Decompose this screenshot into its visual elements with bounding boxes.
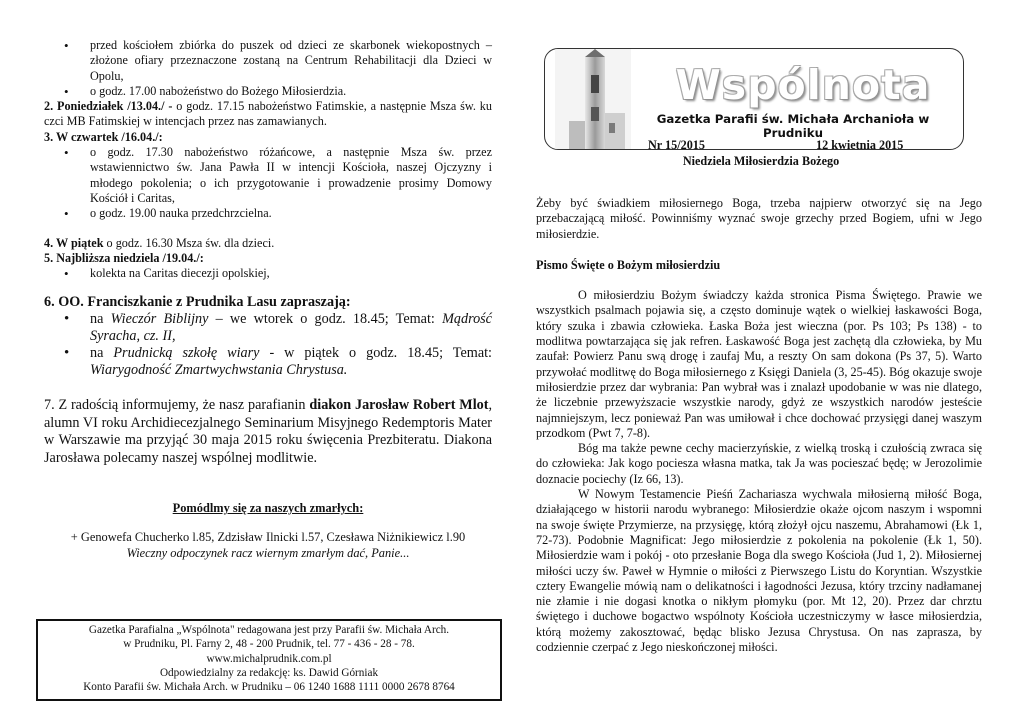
announcement-list-3	[44, 145, 492, 221]
parish-name: Gazetka Parafii św. Michała Archanioła w Prudniku	[656, 112, 930, 140]
announcement-label: 4. W piątek	[44, 235, 104, 250]
sunday-name: Niedziela Miłosierdzia Bożego	[682, 154, 840, 168]
text: - w piątek o godz. 18.45; Temat:	[259, 345, 492, 362]
announcement-label: 5. Najbliższa niedziela /19.04./:	[44, 250, 204, 265]
announcement-monday	[44, 99, 492, 130]
right-column	[536, 196, 982, 655]
text: na	[90, 345, 114, 362]
footer-line: w Prudniku, Pl. Farny 2, 48 - 200 Prudnik, tel. 77 - 436 - 28 - 78.	[123, 638, 415, 651]
list-item: • o godz. 19.00 nauka przedchrzcielna.	[44, 206, 492, 221]
footer-line: www.michalprudnik.com.pl	[206, 652, 332, 665]
footer-line: Gazetka Parafialna „Wspólnota" redagowana jest przy Parafii św. Michała Arch.	[88, 624, 450, 636]
announcement-list-1	[44, 38, 492, 99]
list-item: • o godz. 17.30 nabożeństwo różańcowe, a następnie Msza św. przez wstawiennictwo św. Jana Pawła II w intencji Kościoła, naszej Ojczyzny i młodego pokolenia; o ich przygotowanie i prowadzenie prosimy Domowy Kościół i Caritas,	[44, 145, 492, 206]
paragraph: W Nowym Testamencie Pieśń Zachariasza wychwala miłosierną miłość Boga, działającego w historii narodu wybranego: Miłosierdzie okaże ojcom naszym i wspomni na swoje święte Przymierze, na przysięgę, którą złożył ojcu naszemu, Abrahamowi (Łk 1, 72-73). Podobnie Magnificat: Jego miłosierdzie z pokolenia na pokolenie (Łk 1, 50). Miłosierdzie wam i pokój - oto przesłanie Boga dla swego Kościoła (Jud 1, 2). Miłosiernej miłości uczy św. Paweł w Hymnie o miłości z Pierwszego Listu do Koryntian. Wszystkie cztery Ewangelie mówią nam o delikatności i łagodności Jezusa, który trzciny nadłamanej nie złamie i nie dogasi knotka o nikłym płomyku (por. Mt 12, 20). Przez dar chrztu świętego i duchowe bogactwo wspólnoty Kościoła uczestniczymy w łasce miłosierdzia, którą możemy zakosztować, będąc blisko Jezusa Chrystusa. On nas zaprasza, by codziennie czerpać z Jego nieskończonej miłości.	[536, 487, 982, 655]
list-item: • przed kościołem zbiórka do puszek od dzieci ze skarbonek wiekopostnych – złożone ofiary przeznaczone zostaną na Centrum Rehabilitacji dla Dzieci w Opolu,	[44, 38, 492, 84]
deacon-name: diakon Jarosław Robert Mlot	[309, 397, 489, 414]
list-item	[44, 345, 492, 379]
masthead-title: Wspólnota	[675, 61, 931, 109]
event-name: Prudnicką szkołę wiary	[113, 345, 260, 362]
franciscans-section	[44, 294, 492, 379]
text: , alumn VI roku Archidiecezjalnego Seminarium Misyjnego Redemptoris Mater w Warszawie ma przyjąć 30 maja 2015 roku święcenia Prezbiteratu. Diakona Jarosława polecamy naszej wspólnej modlitwie.	[44, 397, 493, 466]
prayer-text: Wieczny odpoczynek racz wiernym zmarłym dać, Panie...	[126, 546, 410, 561]
text: na	[90, 311, 111, 328]
franciscans-list	[44, 311, 492, 379]
event-topic: Mądrość Syracha, cz. II,	[90, 311, 492, 345]
prayer-title: Pomódlmy się za naszych zmarłych:	[172, 501, 364, 516]
section-title: Pismo Święte o Bożym miłosierdziu	[536, 257, 721, 272]
announcement-text: o godz. 17.15 nabożeństwo Fatimskie, a następnie Msza św. ku czci MB Fatimskiej w intencjach przez nas zamawianych.	[44, 99, 492, 129]
list-item	[44, 311, 492, 345]
ordination-announcement	[44, 397, 492, 467]
list-item: • o godz. 17.00 nabożeństwo do Bożego Miłosierdzia.	[44, 84, 492, 99]
event-topic: Wiarygodność Zmartwychwstania Chrystusa.	[90, 362, 348, 379]
deceased-names: + Genowefa Chucherko l.85, Zdzisław Ilnicki l.57, Czesława Niżnikiewicz l.90	[70, 530, 466, 545]
eternal-rest	[44, 545, 492, 561]
announcement-text: o godz. 16.30 Msza św. dla dzieci.	[103, 235, 275, 250]
announcement-thursday	[44, 130, 492, 145]
list-item: • kolekta na Caritas diecezji opolskiej,	[44, 266, 492, 281]
footer-line: Odpowiedzialny za redakcję: ks. Dawid Górniak	[159, 666, 379, 679]
intro-paragraph: Żeby być świadkiem miłosiernego Boga, trzeba najpierw otworzyć się na Jego przebaczającą miłość. Powinniśmy wyznać swoje grzechy przed Bogiem, ufni w Jego miłosierdzie.	[536, 196, 982, 241]
paragraph: O miłosierdziu Bożym świadczy każda stronica Pisma Świętego. Prawie we wszystkich psalmach pojawia się, a często dominuje wątek o wielkiej łaskawości Boga, który szuka i zbawia człowieka. Łaska Boża jest wieczna (por. Ps 103; Ps 138) - to modlitwa powtarzająca się jak refren. Łaskawość Boga jest zachętą dla człowieka, by Mu zaufał: Powierz Panu swą drogę i zaufaj Mu, a reszty On sam dokona (Ps 37, 5). Warto przywołać modlitwę do Boga miłosiernego z Księgi Daniela (3, 25-45). Bóg okazuje swoje miłosierdzie przez dar wybrania: Pan wybrał was i znalazł upodobanie w was nie dlatego, że liczebnie przewyższacie wszystkie narody, gdyż ze wszystkich narodów jesteście najmniejszym, lecz ponieważ Pan was umiłował i chce dochować przysięgi danej waszym przodkom (Pwt 7, 7-8).	[536, 288, 982, 440]
event-name: Wieczór Biblijny	[110, 311, 209, 328]
text: – we wtorek o godz. 18.45; Temat:	[208, 311, 443, 328]
franciscans-title: 6. OO. Franciszkanie z Prudnika Lasu zapraszają:	[44, 294, 351, 311]
church-tower-icon	[555, 49, 631, 149]
footer-line: Konto Parafii św. Michała Arch. w Prudniku – 06 1240 1688 1111 0000 2678 8764	[83, 681, 455, 694]
announcement-label: 3. W czwartek /16.04./:	[44, 129, 163, 144]
issue-date: 12 kwietnia 2015	[816, 138, 904, 152]
issue-number: Nr 15/2015	[648, 138, 705, 152]
announcement-friday	[44, 236, 492, 251]
masthead-box	[544, 48, 964, 150]
left-column	[44, 38, 492, 561]
editorial-footer	[36, 619, 502, 701]
announcement-label: 2. Poniedziałek /13.04./ -	[44, 99, 173, 114]
announcement-sunday	[44, 251, 492, 266]
announcement-list-5	[44, 266, 492, 281]
text: Z radością informujemy, że nasz parafianin	[54, 397, 310, 414]
paragraph: Bóg ma także pewne cechy macierzyńskie, z wielką troską i czułością zwraca się do człowieka: Jak kogo pociesza własna matka, tak Ja was pocieszać będę; w Jerozolimie doznacie pociechy (Iz 66, 13).	[536, 441, 982, 486]
text: 7.	[44, 397, 55, 414]
